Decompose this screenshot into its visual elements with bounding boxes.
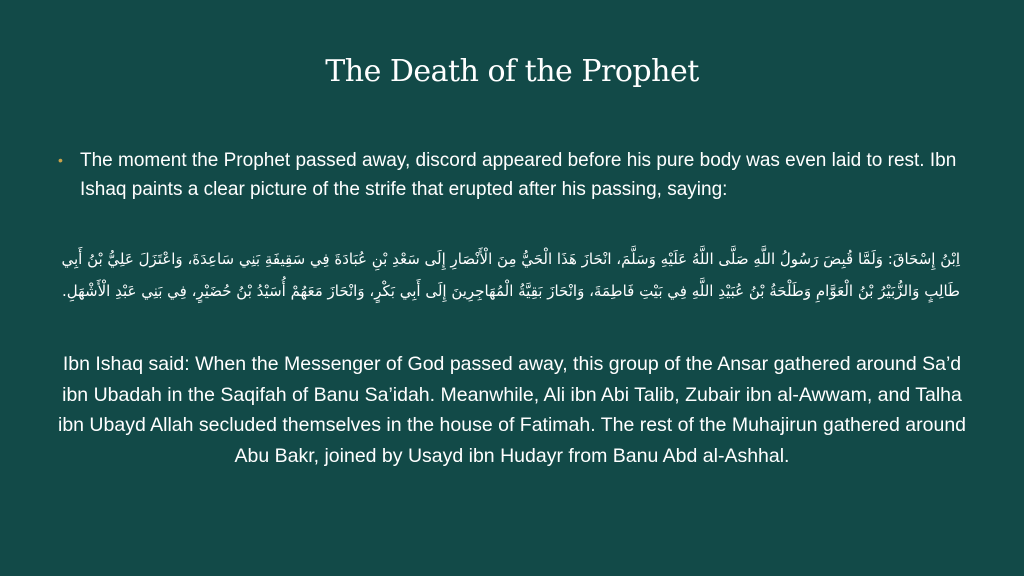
bullet-text: The moment the Prophet passed away, discord appeared before his pure body was even laid to rest. Ibn Ishaq paints a clear picture of the strife that erupted after his passing, saying: [80,150,957,200]
arabic-quote: اِبْنُ إِسْحَاقَ: وَلَمَّا قُبِضَ رَسُولُ اللَّهِ صَلَّى اللَّهُ عَلَيْهِ وَسَلَّمَ، انْحَازَ هَذَا الْحَيُّ مِنَ الْأَنْصَارِ إِلَى سَعْدِ بْنِ عُبَادَةَ فِي سَقِيفَةِ بَنِي سَاعِدَةَ، وَاعْتَزَلَ عَلِيُّ بْنُ أَبِي طَالِبٍ وَالزُّبَيْرُ بْنُ الْعَوَّامِ وَطَلْحَةُ بْنُ عُبَيْدِ اللَّهِ فِي بَيْتِ فَاطِمَةَ، وَانْحَازَ بَقِيَّةُ الْمُهَاجِرِينَ إِلَى أَبِي بَكْرٍ، وَانْحَازَ مَعَهُمْ أُسَيْدُ بْنُ حُضَيْرٍ، فِي بَنِي عَبْدِ الْأَشْهَلِ. [61,250,960,300]
translation-paragraph: Ibn Ishaq said: When the Messenger of God passed away, this group of the Ansar gathered around Sa’d ibn Ubadah in the Saqifah of Banu Sa’idah. Meanwhile, Ali ibn Abi Talib, Zubair ibn al-Awwam, and Talha ibn Ubayd Allah secluded themselves in the house of Fatimah. The rest of the Muhajirun gathered around Abu Bakr, joined by Usayd ibn Hudayr from Banu Abd al-Ashhal. [57,353,967,467]
slide-title: The Death of the Prophet [325,54,699,89]
bullet-point [58,146,970,204]
bullet-marker-icon: • [58,152,63,168]
